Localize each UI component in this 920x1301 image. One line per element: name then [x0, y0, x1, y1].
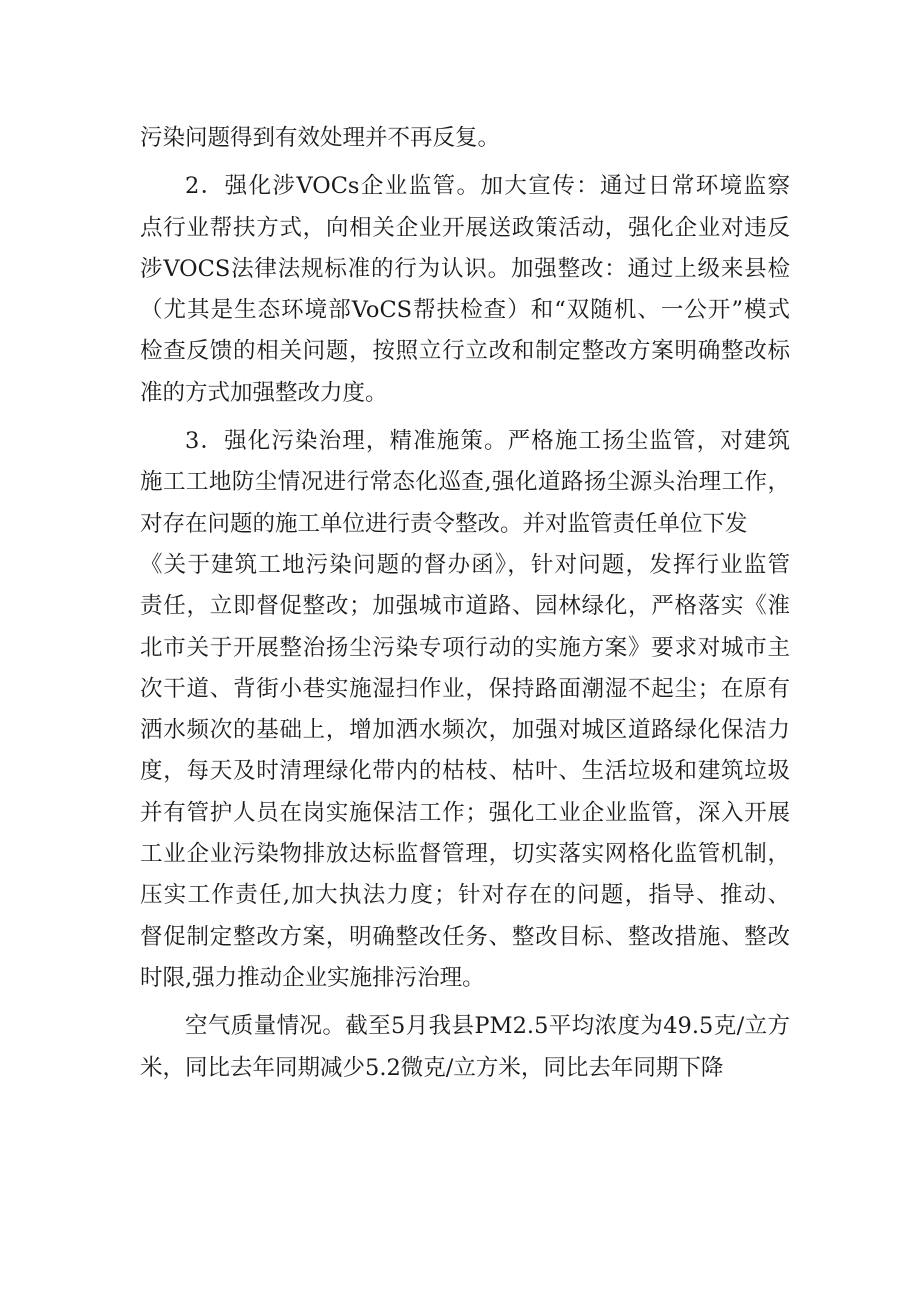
text-line: 工业企业污染物排放达标监督管理，切实落实网格化监管机制， [140, 841, 790, 868]
document-body [140, 118, 790, 1089]
text-line: 压实工作责任,加大执法力度；针对存在的问题，指导、推动、 [140, 882, 790, 909]
text-line: 次干道、背街小巷实施湿扫作业，保持路面潮湿不起尘；在原有 [140, 675, 790, 702]
paragraph-pollution [140, 421, 790, 999]
text-line: 洒水频次的基础上，增加洒水频次，加强对城区道路绿化保洁力 [140, 717, 790, 744]
text-line: 3．强化污染治理，精准施策。严格施工扬尘监管，对建筑 [185, 428, 790, 455]
text-line: 度，每天及时清理绿化带内的枯枝、枯叶、生活垃圾和建筑垃圾 [140, 758, 790, 785]
paragraph-air-quality [140, 1006, 790, 1089]
text-line: 空气质量情况。截至5月我县PM2.5平均浓度为49.5克/立方 [185, 1013, 790, 1040]
paragraph-vocs [140, 166, 790, 414]
text-line: 2．强化涉VOCs企业监管。加大宣传：通过日常环境监察 [185, 173, 790, 200]
text-line: 《关于建筑工地污染问题的督办函》，针对问题，发挥行业监管 [140, 551, 790, 578]
text-line: 施工工地防尘情况进行常态化巡查,强化道路扬尘源头治理工作， [140, 469, 790, 496]
text-line: 并有管护人员在岗实施保洁工作；强化工业企业监管，深入开展 [140, 799, 790, 826]
text-line: 点行业帮扶方式，向相关企业开展送政策活动，强化企业对违反 [140, 214, 790, 241]
text-line: 检查反馈的相关问题，按照立行立改和制定整改方案明确整改标 [140, 338, 790, 365]
text-line: 督促制定整改方案，明确整改任务、整改目标、整改措施、整改 [140, 923, 790, 950]
text-line: 准的方式加强整改力度。 [140, 379, 388, 406]
text-line: 米，同比去年同期减少5.2微克/立方米，同比去年同期下降 [140, 1054, 724, 1081]
text-line: 北市关于开展整治扬尘污染专项行动的实施方案》要求对城市主 [140, 634, 790, 661]
text-line: 涉VOCS法律法规标准的行为认识。加强整改：通过上级来县检 [140, 255, 790, 282]
text-line: 对存在问题的施工单位进行责令整改。并对监管责任单位下发 [140, 510, 748, 537]
text-line: （尤其是生态环境部VoCS帮扶检查）和“双随机、一公开”模式 [140, 297, 790, 324]
text-line: 时限,强力推动企业实施排污治理。 [140, 964, 485, 991]
text-line: 污染问题得到有效处理并不再反复。 [140, 125, 501, 151]
text-line: 责任，立即督促整改；加强城市道路、园林绿化，严格落实《淮 [140, 593, 790, 620]
